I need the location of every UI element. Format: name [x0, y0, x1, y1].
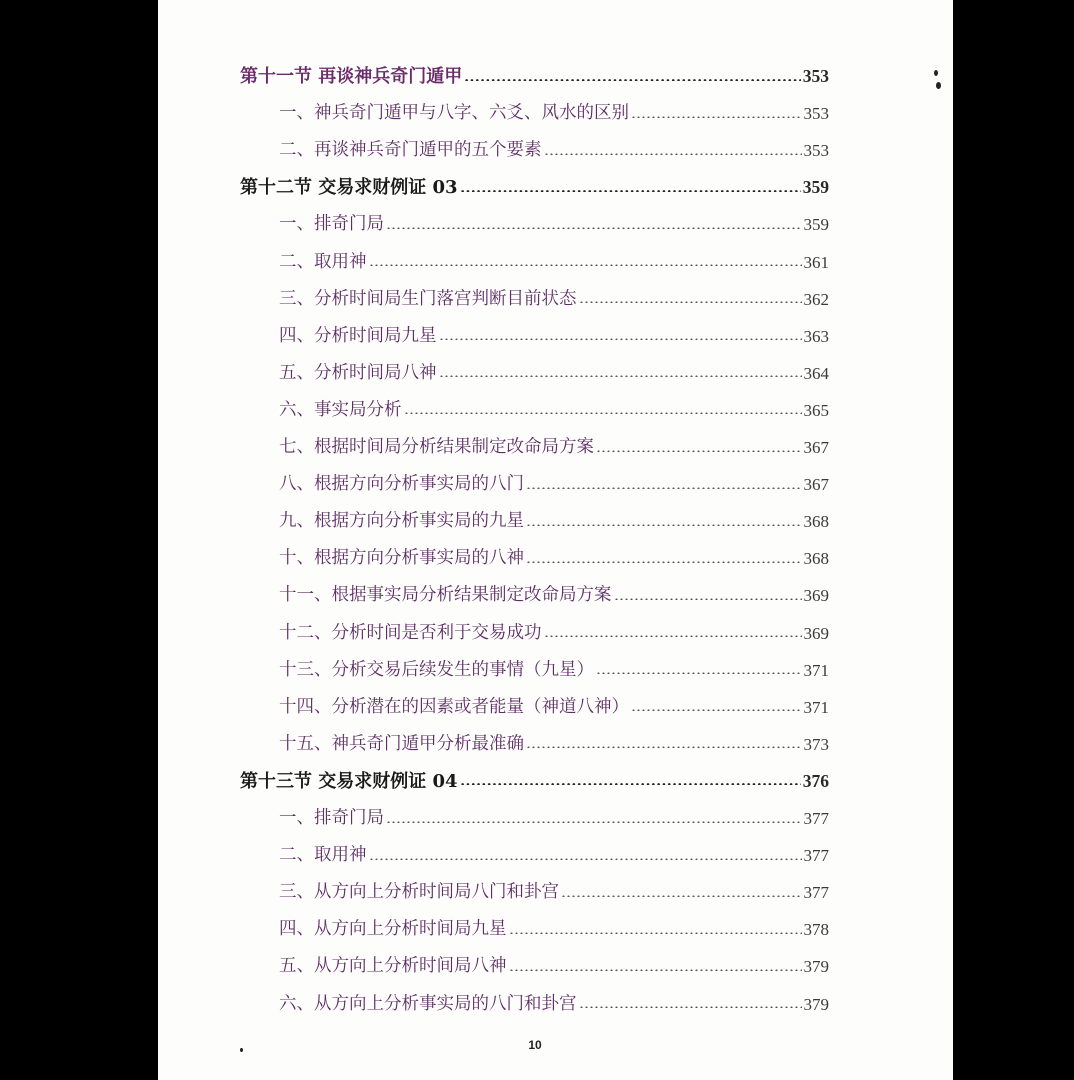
document-page — [158, 0, 953, 1080]
toc-page-number: 373 — [803, 734, 829, 754]
dot-leader — [526, 746, 802, 748]
toc-entry[interactable] — [279, 318, 829, 355]
toc-entry[interactable] — [279, 429, 829, 466]
dot-leader — [526, 561, 802, 563]
toc-entry-title: 一、神兵奇门遁甲与八字、六爻、风水的区别 — [279, 103, 629, 124]
toc-page-number: 371 — [803, 697, 829, 717]
toc-page-number: 376 — [802, 770, 829, 791]
dot-leader — [464, 79, 800, 81]
dot-leader — [439, 375, 802, 377]
toc-entry-title: 十二、分析时间是否利于交易成功 — [279, 622, 542, 643]
toc-entry-title: 一、排奇门局 — [279, 214, 384, 235]
toc-entry-title: 十一、根据事实局分析结果制定改命局方案 — [279, 585, 612, 606]
toc-entry[interactable] — [279, 503, 829, 540]
toc-entry[interactable] — [279, 132, 829, 169]
dot-leader — [386, 821, 802, 823]
scan-mark — [240, 1048, 243, 1052]
toc-page-number: 378 — [803, 920, 829, 940]
toc-page-number: 369 — [803, 623, 829, 643]
dot-leader — [369, 858, 802, 860]
dot-leader — [439, 338, 802, 340]
toc-page-number: 377 — [803, 809, 829, 828]
toc-entry-title: 九、根据方向分析事实局的九星 — [279, 511, 524, 532]
toc-entry-title: 十四、分析潜在的因素或者能量（神道八神） — [279, 696, 629, 717]
toc-page-number: 363 — [803, 326, 829, 346]
dot-leader — [369, 264, 802, 266]
dot-leader — [526, 524, 802, 526]
toc-page-number: 377 — [803, 883, 829, 903]
toc-entry-title: 二、再谈神兵奇门遁甲的五个要素 — [279, 140, 542, 161]
dot-leader — [631, 709, 802, 711]
toc-entry-title: 七、根据时间局分析结果制定改命局方案 — [279, 437, 594, 457]
toc-page-number: 367 — [803, 438, 829, 457]
toc-entry-title: 二、取用神 — [279, 845, 367, 866]
toc-entry-title: 五、从方向上分析时间局八神 — [279, 956, 507, 977]
toc-page-number: 353 — [803, 141, 829, 161]
dot-leader — [561, 895, 802, 897]
dot-leader — [631, 116, 802, 118]
page-number: 10 — [528, 1038, 542, 1052]
toc-entry-title: 十、根据方向分析事实局的八神 — [279, 548, 524, 569]
toc-entry[interactable] — [279, 986, 829, 1023]
toc-entry[interactable] — [279, 355, 829, 392]
dot-leader — [404, 412, 802, 414]
toc-entry-title: 第十二节 交易求财例证 03 — [240, 177, 458, 199]
toc-entry-title: 八、根据方向分析事实局的八门 — [279, 474, 524, 495]
toc-entry[interactable] — [279, 206, 829, 243]
toc-page-number: 364 — [803, 363, 829, 383]
toc-entry[interactable] — [279, 466, 829, 503]
toc-section-heading[interactable] — [240, 169, 829, 206]
toc-entry-title: 六、从方向上分析事实局的八门和卦宫 — [279, 993, 577, 1014]
scan-mark — [934, 70, 938, 76]
toc-entry-title: 一、排奇门局 — [279, 808, 384, 828]
toc-entry[interactable] — [279, 281, 829, 318]
dot-leader — [544, 635, 802, 637]
toc-page-number: 359 — [802, 177, 829, 198]
toc-page-number: 353 — [802, 66, 829, 86]
toc-page-number: 379 — [803, 957, 829, 977]
toc-page-number: 379 — [803, 994, 829, 1014]
dot-leader — [526, 487, 802, 489]
toc-entry-title: 十五、神兵奇门遁甲分析最准确 — [279, 733, 524, 754]
toc-page-number: 365 — [803, 400, 829, 420]
toc-page-number: 368 — [803, 512, 829, 532]
toc-entry-title: 四、从方向上分析时间局九星 — [279, 919, 507, 940]
toc-page-number: 361 — [803, 252, 829, 272]
dot-leader — [579, 1006, 802, 1008]
toc-entry-title: 第十三节 交易求财例证 04 — [240, 770, 458, 792]
toc-entry-title: 六、事实局分析 — [279, 399, 402, 420]
toc-entry[interactable] — [279, 577, 829, 614]
toc-page-number: 353 — [803, 104, 829, 124]
dot-leader — [460, 783, 801, 785]
dot-leader — [509, 969, 802, 971]
toc-entry-title: 五、分析时间局八神 — [279, 362, 437, 383]
toc-page-number: 377 — [803, 846, 829, 866]
toc-entry[interactable] — [279, 392, 829, 429]
toc-entry[interactable] — [279, 726, 829, 763]
toc-entry[interactable] — [279, 911, 829, 948]
toc-entry-title: 三、从方向上分析时间局八门和卦宫 — [279, 882, 559, 903]
toc-page-number: 369 — [803, 586, 829, 606]
toc-page-number: 359 — [803, 215, 829, 235]
dot-leader — [544, 153, 802, 155]
toc-entry[interactable] — [279, 244, 829, 281]
toc-section-heading[interactable] — [240, 763, 829, 800]
dot-leader — [579, 301, 802, 303]
toc-section-heading[interactable] — [240, 58, 829, 95]
dot-leader — [386, 227, 802, 229]
toc-entry[interactable] — [279, 689, 829, 726]
toc-entry[interactable] — [279, 948, 829, 985]
toc-entry[interactable] — [279, 615, 829, 652]
toc-entry[interactable] — [279, 874, 829, 911]
toc-entry-title: 二、取用神 — [279, 251, 367, 272]
toc-page-number: 371 — [803, 660, 829, 680]
dot-leader — [596, 450, 802, 452]
toc-entry-title: 十三、分析交易后续发生的事情（九星） — [279, 659, 594, 680]
dot-leader — [509, 932, 802, 934]
dot-leader — [596, 672, 802, 674]
scan-mark — [936, 82, 941, 89]
toc-entry[interactable] — [279, 540, 829, 577]
toc-page-number: 367 — [803, 475, 829, 495]
dot-leader — [614, 598, 802, 600]
toc-entry-title: 四、分析时间局九星 — [279, 325, 437, 346]
dot-leader — [460, 190, 801, 192]
toc-page-number: 368 — [803, 549, 829, 569]
toc-entry-title: 第十一节 再谈神兵奇门遁甲 — [240, 66, 463, 87]
toc-entry[interactable] — [279, 652, 829, 689]
toc-entry[interactable] — [279, 800, 829, 837]
toc-page-number: 362 — [803, 289, 829, 309]
toc-entry[interactable] — [279, 837, 829, 874]
toc-entry-title: 三、分析时间局生门落宫判断目前状态 — [279, 288, 577, 309]
toc-entry[interactable] — [279, 95, 829, 132]
